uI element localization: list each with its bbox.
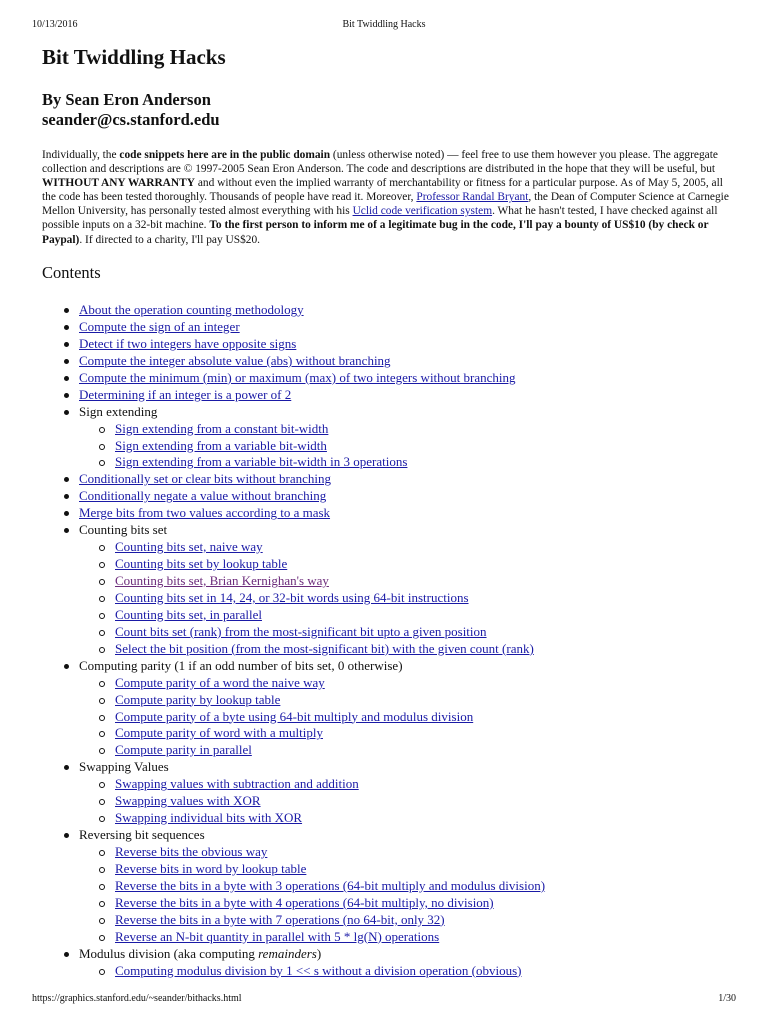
toc-link-rev-table[interactable]: Reverse bits in word by lookup table <box>115 860 307 876</box>
toc-link-count-naive[interactable]: Counting bits set, naive way <box>115 539 263 555</box>
toc-link-opposite-signs[interactable]: Detect if two integers have opposite signs <box>79 335 297 351</box>
print-footer-page: 1/30 <box>718 993 736 1004</box>
toc-link-count-64bit[interactable]: Counting bits set in 14, 24, or 32-bit words using 64-bit instructions <box>115 589 469 605</box>
toc-link-swap-sub-add[interactable]: Swapping values with subtraction and addition <box>115 776 359 792</box>
toc-section-parity-note: (1 if an odd number of bits set, 0 otherwise) <box>174 657 403 673</box>
toc-subitem <box>42 844 742 861</box>
toc-subitem <box>42 421 742 438</box>
toc-link-count-kernighan[interactable]: Counting bits set, Brian Kernighan's way <box>115 573 329 588</box>
toc-subitem <box>42 929 742 946</box>
toc-subitem <box>42 709 742 726</box>
toc-subitem <box>42 539 742 556</box>
toc-subitem <box>42 556 742 573</box>
toc-link-count-rank[interactable]: Count bits set (rank) from the most-significant bit upto a given position <box>115 623 487 639</box>
intro-text-2: (unless otherwise noted) — feel free to use them however you please. The aggregate collection and descriptions are © 1997-2005 Sean Eron Anderson. The code and descriptions are distributed in the hope that they will be useful, but <box>42 149 718 176</box>
toc-link-parity-naive[interactable]: Compute parity of a word the naive way <box>115 674 325 690</box>
toc-link-rev-7ops[interactable]: Reverse the bits in a byte with 7 operations (no 64-bit, only 32) <box>115 911 445 927</box>
toc-link-sign-ext-const[interactable]: Sign extending from a constant bit-width <box>115 420 329 436</box>
toc-link-minmax[interactable]: Compute the minimum (min) or maximum (max) of two integers without branching <box>79 369 516 385</box>
toc-subitem <box>42 573 742 590</box>
intro-text-3: and without even the implied warranty of merchantability or fitness for a particular purpose. As of May 5, 2005, all the code has been tested thoroughly. Thousands of people have read it. Moreover, <box>42 177 723 204</box>
toc-section-parity: Computing parity <box>79 657 175 673</box>
toc-link-sign[interactable]: Compute the sign of an integer <box>79 318 240 334</box>
author-block <box>42 90 220 130</box>
intro-text-6: . If directed to a charity, I'll pay US$20. <box>79 233 261 246</box>
toc-link-cond-negate[interactable]: Conditionally negate a value without branching <box>79 488 327 504</box>
toc-subitem <box>42 624 742 641</box>
toc-subitem <box>42 454 742 471</box>
toc-item <box>42 505 742 522</box>
toc-subitem <box>42 861 742 878</box>
toc-item <box>42 302 742 319</box>
toc-link-abs[interactable]: Compute the integer absolute value (abs) without branching <box>79 352 391 368</box>
toc-link-parity-parallel[interactable]: Compute parity in parallel <box>115 742 252 758</box>
toc-subitem <box>42 641 742 658</box>
print-header-date: 10/13/2016 <box>32 19 78 30</box>
toc-link-swap-xor[interactable]: Swapping values with XOR <box>115 793 261 809</box>
toc-link-swap-bits-xor[interactable]: Swapping individual bits with XOR <box>115 810 303 826</box>
toc-section-counting: Counting bits set <box>79 522 168 538</box>
intro-no-warranty: WITHOUT ANY WARRANTY <box>42 177 195 190</box>
toc-subitem <box>42 438 742 455</box>
toc-link-power-of-2[interactable]: Determining if an integer is a power of 2 <box>79 386 292 402</box>
toc-link-about[interactable]: About the operation counting methodology <box>79 302 304 317</box>
toc-link-rev-4ops[interactable]: Reverse the bits in a byte with 4 operations (64-bit multiply, no division) <box>115 894 494 910</box>
toc-section-sign-extending: Sign extending <box>79 403 158 419</box>
toc-item <box>42 387 742 404</box>
toc-subitem <box>42 607 742 624</box>
toc-link-rev-obvious[interactable]: Reverse bits the obvious way <box>115 844 268 859</box>
intro-text-5: . What he hasn't tested, I have checked against all possible inputs on a 32-bit machine. <box>42 205 718 232</box>
contents-heading: Contents <box>42 263 101 282</box>
link-uclid[interactable]: Uclid code verification system <box>352 205 493 218</box>
toc-link-mod-pow2[interactable]: Computing modulus division by 1 << s without a division operation (obvious) <box>115 962 522 978</box>
toc-subitem <box>42 810 742 827</box>
toc-subitem <box>42 912 742 929</box>
toc-subitem <box>42 692 742 709</box>
toc-section <box>42 759 742 776</box>
toc-subitem <box>42 725 742 742</box>
toc-link-parity-byte64[interactable]: Compute parity of a byte using 64-bit multiply and modulus division <box>115 708 474 724</box>
toc-section-swapping: Swapping Values <box>79 759 169 775</box>
author-email: seander@cs.stanford.edu <box>42 110 220 129</box>
intro-paragraph <box>42 148 732 247</box>
link-randal-bryant[interactable]: Professor Randal Bryant <box>416 191 529 204</box>
intro-text-1: Individually, the <box>42 149 120 161</box>
toc-item <box>42 488 742 505</box>
toc-subitem <box>42 963 742 980</box>
author-name: By Sean Eron Anderson <box>42 90 211 109</box>
print-footer-url: https://graphics.stanford.edu/~seander/bithacks.html <box>32 993 242 1004</box>
toc-link-cond-set[interactable]: Conditionally set or clear bits without branching <box>79 471 332 487</box>
toc-subitem <box>42 895 742 912</box>
table-of-contents <box>42 302 742 980</box>
toc-section <box>42 658 742 675</box>
toc-item <box>42 336 742 353</box>
toc-link-rev-3ops[interactable]: Reverse the bits in a byte with 3 operations (64-bit multiply and modulus division) <box>115 877 546 893</box>
toc-link-parity-multiply[interactable]: Compute parity of word with a multiply <box>115 725 323 741</box>
toc-subitem <box>42 793 742 810</box>
toc-link-parity-table[interactable]: Compute parity by lookup table <box>115 691 281 707</box>
toc-subitem <box>42 675 742 692</box>
toc-link-sign-ext-var3[interactable]: Sign extending from a variable bit-width in 3 operations <box>115 454 408 470</box>
toc-section-modulus-close: ) <box>316 945 322 961</box>
toc-link-merge-bits[interactable]: Merge bits from two values according to a mask <box>79 505 331 521</box>
toc-section-modulus: Modulus division (aka computing <box>79 945 259 961</box>
toc-link-sign-ext-var[interactable]: Sign extending from a variable bit-width <box>115 437 327 453</box>
toc-item <box>42 319 742 336</box>
toc-section <box>42 827 742 844</box>
toc-section <box>42 946 742 963</box>
toc-link-count-table[interactable]: Counting bits set by lookup table <box>115 556 288 572</box>
toc-item <box>42 370 742 387</box>
print-header-title: Bit Twiddling Hacks <box>342 19 426 30</box>
toc-subitem <box>42 590 742 607</box>
toc-link-count-parallel[interactable]: Counting bits set, in parallel <box>115 606 262 622</box>
toc-subitem <box>42 878 742 895</box>
toc-item <box>42 353 742 370</box>
intro-bounty: To the first person to inform me of a legitimate bug in the code, I'll pay a bounty of US$10 (by check or Paypal) <box>42 219 709 246</box>
intro-public-domain: code snippets here are in the public domain <box>119 149 331 161</box>
toc-subitem <box>42 776 742 793</box>
toc-link-rev-nbit[interactable]: Reverse an N-bit quantity in parallel with 5 * lg(N) operations <box>115 928 440 944</box>
page-title: Bit Twiddling Hacks <box>42 45 226 69</box>
intro-text-4: , the Dean of Computer Science at Carnegie Mellon University, has personally tested almost everything with his <box>42 191 729 218</box>
toc-section <box>42 522 742 539</box>
toc-link-select-rank[interactable]: Select the bit position (from the most-significant bit) with the given count (rank) <box>115 640 534 656</box>
toc-section-reversing: Reversing bit sequences <box>79 827 205 843</box>
toc-item <box>42 471 742 488</box>
toc-section <box>42 404 742 421</box>
toc-subitem <box>42 742 742 759</box>
toc-section-modulus-em: remainders <box>258 945 317 961</box>
